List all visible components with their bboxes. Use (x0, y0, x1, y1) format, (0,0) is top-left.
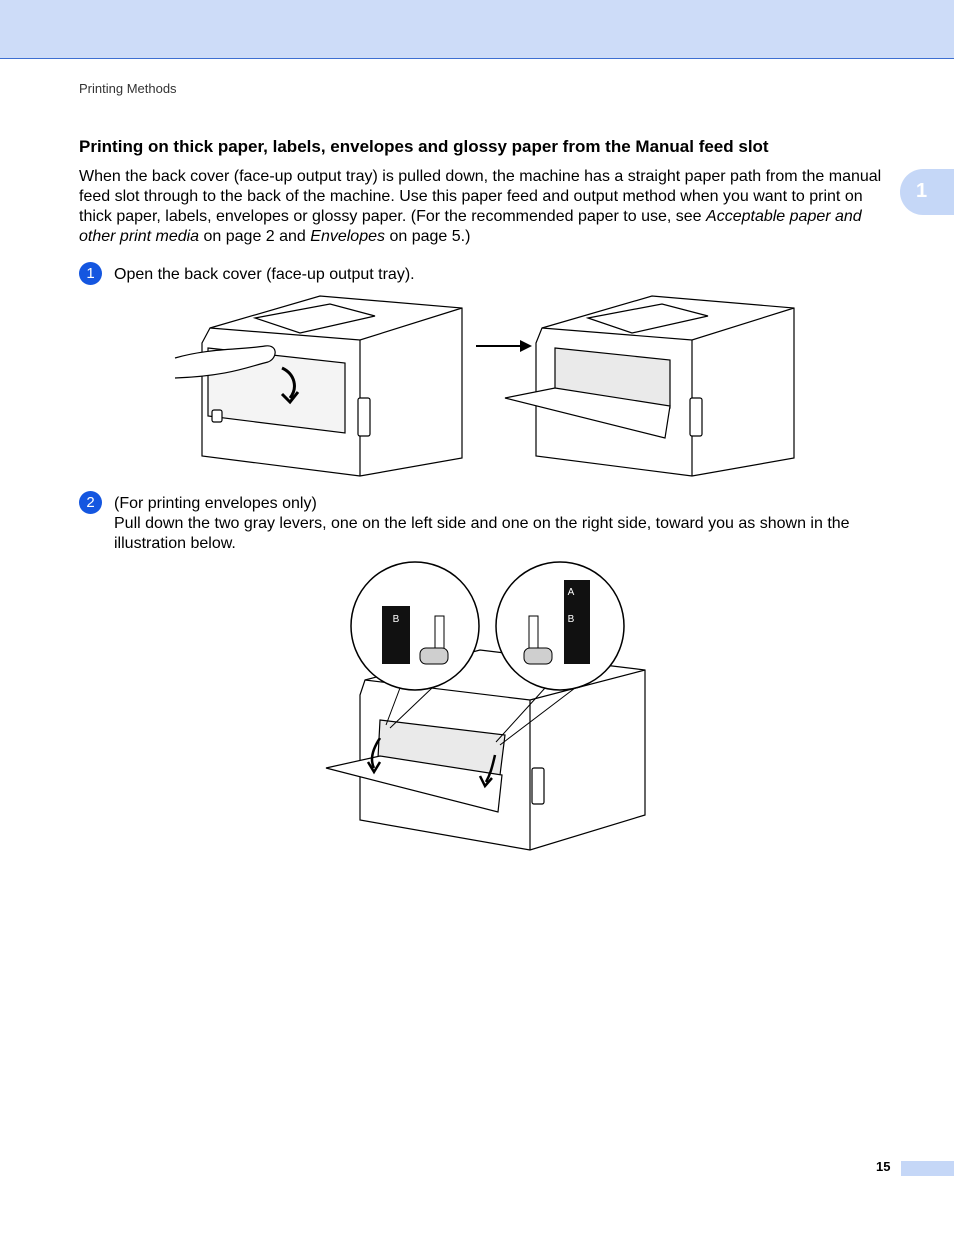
chapter-number: 1 (916, 180, 928, 202)
xref-acceptable-paper[interactable]: Acceptable paper and other print media (79, 208, 862, 245)
step-2-text (114, 494, 894, 554)
xref-envelopes[interactable]: Envelopes (310, 228, 385, 245)
section-title: Printing on thick paper, labels, envelopes and glossy paper from the Manual feed slot (79, 137, 769, 156)
step-2-line-1: (For printing envelopes only) (114, 495, 317, 512)
step-number-badge: 2 (79, 491, 102, 514)
lever-label-left: B (392, 614, 400, 625)
right-arrow (520, 340, 532, 352)
header-band (0, 0, 954, 59)
running-head: Printing Methods (79, 81, 177, 96)
lever-label-right-a: A (567, 587, 575, 598)
intro-text-2: on page 2 and (199, 228, 311, 245)
step-2 (79, 494, 894, 554)
footer-band (901, 1161, 954, 1176)
step-number-badge: 1 (79, 262, 102, 285)
step-1-text: Open the back cover (face-up output tray). (114, 266, 415, 283)
step-1 (79, 265, 894, 285)
chapter-tab (900, 169, 954, 215)
envelope-levers-illustration (320, 560, 650, 856)
intro-paragraph (79, 167, 894, 247)
intro-text-3: on page 5.) (385, 228, 471, 245)
printer-back-cover-illustration (170, 288, 800, 483)
step-2-line-2: Pull down the two gray levers, one on the left side and one on the right side, toward you as shown in the illustration below. (114, 515, 850, 552)
page-number: 15 (876, 1159, 891, 1174)
lever-label-right-b: B (567, 614, 575, 625)
intro-text-1: When the back cover (face-up output tray) is pulled down, the machine has a straight paper path from the manual feed slot through to the back of the machine. Use this paper feed and output method when you want to print on thick paper, labels, envelopes or glossy paper. (For the recommended paper to use, see (79, 168, 882, 225)
